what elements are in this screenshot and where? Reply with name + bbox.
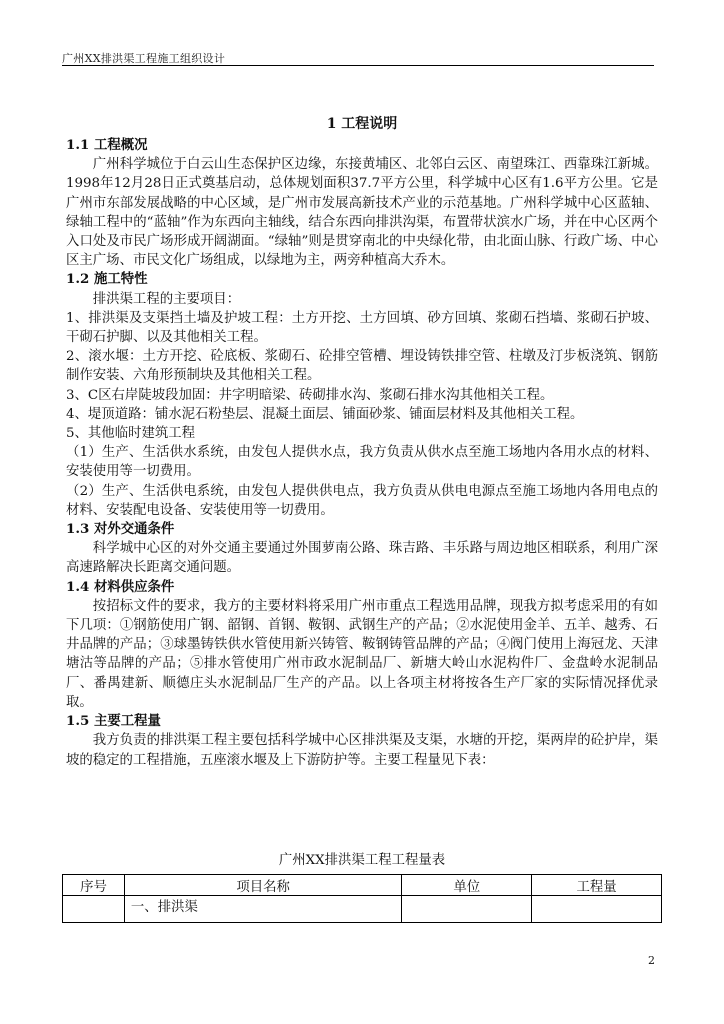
section-1-2-item-5: 5、其他临时建筑工程 (66, 426, 196, 442)
section-1-2-item-2: 2、滚水堰：土方开挖、砼底板、浆砌石、砼排空管槽、埋设铸铁排空管、柱墩及汀步板浇筑、钢筋制作安装、六角形预制块及其他相关工程。 (66, 349, 658, 384)
table-cell-unit (402, 896, 532, 923)
quantity-table (62, 874, 662, 923)
section-1-4-paragraph: 按招标文件的要求，我方的主要材料将采用广州市重点工程选用品牌，现我方拟考虑采用的有如下几项：①钢筋使用广钢、韶钢、首钢、鞍钢、武钢生产的产品；②水泥使用金羊、五羊、越秀、石井品牌的产品；③球墨铸铁供水管使用新兴铸管、鞍钢铸管品牌的产品；④阀门使用上海冠龙、天津塘沽等品牌的产品；⑤排水管使用广州市政水泥制品厂、新塘大岭山水泥构件厂、金盘岭水泥制品厂、番禺建新、顺德庄头水泥制品厂生产的产品。以上各项主材将按各生产厂家的实际情况择优录取。 (66, 598, 658, 710)
page-number: 2 (648, 954, 655, 967)
section-1-3-paragraph: 科学城中心区的对外交通主要通过外围萝南公路、珠吉路、丰乐路与周边地区相联系，利用广深高速路解决长距离交通问题。 (66, 541, 658, 576)
chapter-title: 1 工程说明 (326, 116, 398, 132)
table-cell-index (63, 896, 125, 923)
running-header: 广州XX排洪渠工程施工组织设计 (62, 52, 226, 65)
column-header-index: 序号 (63, 875, 125, 896)
table-caption: 广州XX排洪渠工程工程量表 (278, 853, 446, 868)
table-cell-quantity (532, 896, 662, 923)
table-row (63, 896, 662, 923)
section-1-2-subitem-2: （2）生产、生活供电系统，由发包人提供供电点，我方负责从供电电源点至施工场地内各用电点的材料、安装配电设备、安装使用等一切费用。 (66, 483, 658, 518)
section-heading-1-1: 1.1 工程概况 (66, 137, 148, 153)
section-1-2-intro: 排洪渠工程的主要项目： (92, 291, 241, 307)
section-1-2-subitem-1: （1）生产、生活供水系统，由发包人提供水点，我方负责从供水点至施工场地内各用水点的材料、安装使用等一切费用。 (66, 445, 658, 480)
section-1-5-paragraph: 我方负责的排洪渠工程主要包括科学城中心区排洪渠及支渠，水塘的开挖，渠两岸的砼护岸，渠坡的稳定的工程措施，五座滚水堰及上下游防护等。主要工程量见下表： (66, 733, 658, 768)
column-header-quantity: 工程量 (532, 875, 662, 896)
section-1-2-item-1: 1、排洪渠及支渠挡土墙及护坡工程：土方开挖、土方回填、砂方回填、浆砌石挡墙、浆砌石护坡、干砌石护脚、以及其他相关工程。 (66, 310, 658, 346)
table-header-row (63, 875, 662, 896)
quantity-table-block (62, 852, 662, 923)
section-1-2-item-3: 3、C区右岸陡坡段加固：井字明暗梁、砖砌排水沟、浆砌石排水沟其他相关工程。 (66, 387, 554, 403)
table-cell-item-name: 一、排洪渠 (124, 896, 402, 923)
column-header-unit: 单位 (402, 875, 532, 896)
main-content (66, 114, 658, 770)
section-1-1-paragraph: 广州科学城位于白云山生态保护区边缘，东接黄埔区、北邻白云区、南望珠江、西靠珠江新城。1998年12月28日正式奠基启动，总体规划面积37.7平方公里，科学城中心区有1.6平方公里。它是广州市东部发展战略的中心区域，是广州市发展高新技术产业的示范基地。广州科学城中心区蓝轴、绿轴工程中的“蓝轴”作为东西向主轴线，结合东西向排洪沟渠，布置带状滨水广场，并在中心区两个入口处及市民广场形成开阔湖面。“绿轴”则是贯穿南北的中央绿化带，由北面山脉、行政广场、中心区主广场、市民文化广场组成，以绿地为主，两旁种植高大乔木。 (66, 157, 658, 269)
column-header-item-name: 项目名称 (124, 875, 402, 896)
section-heading-1-5: 1.5 主要工程量 (66, 713, 161, 730)
section-heading-1-2: 1.2 施工特性 (66, 271, 148, 288)
section-heading-1-4: 1.4 材料供应条件 (66, 578, 175, 595)
section-1-2-item-4: 4、堤顶道路：铺水泥石粉垫层、混凝土面层、铺面砂浆、铺面层材料及其他相关工程。 (66, 406, 584, 422)
header-rule (62, 65, 654, 66)
section-heading-1-3: 1.3 对外交通条件 (66, 521, 175, 538)
